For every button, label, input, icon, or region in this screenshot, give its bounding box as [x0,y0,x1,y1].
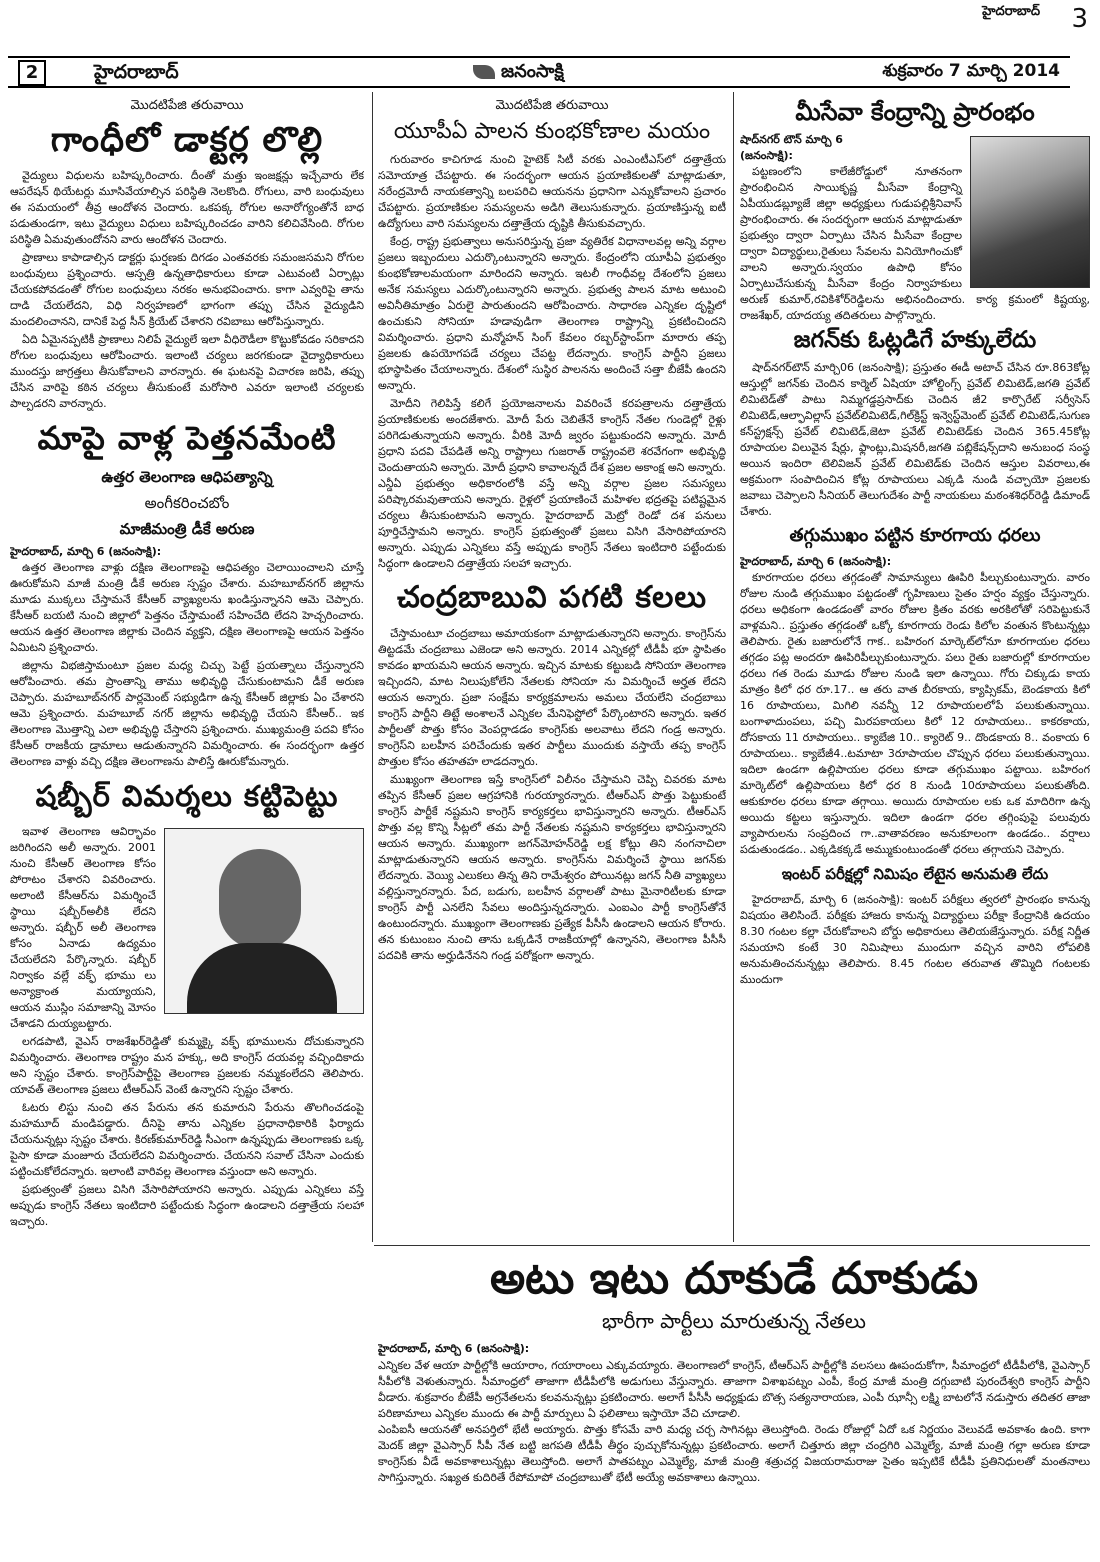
kicker: మొదటిపేజి తరువాయి [495,98,609,113]
paragraph: పట్టణంలోని కాలేజీరోడ్డులో నూతనంగా ప్రారంభించిన సాయికృష్ణ మీసేవా కేంద్రాన్ని ఏపీయుడబ్ల్యూజే జిల్లా అధ్యక్షులు గుడుపల్లిశ్రీనివాస్ ప్రారంభించారు. ఈ సందర్భంగా ఆయన మాట్లాడుతూ ప్రభుత్వం ద్వారా ఏర్పాటు చేసిన మీసేవా కేంద్రాల ద్వారా విద్యార్థులు,రైతులు సేవలను వినియోగించుకో వాలని అన్నారు.స్వయం ఉపాధి కోసం ఏర్పాటుచేసుకున్న మీసేవా కేంద్రం నిర్వాహకులు అరుణ్ కుమార్,రవికిశోర్‌రెడ్డిలను అభినందించారు. కార్య క్రమంలో కిష్టయ్య, రాజశేఖర్, యాదయ్య తదితరులు పాల్గొన్నారు. [740,165,1090,322]
paragraph: చేస్తామంటూ చంద్రబాబు అమాయకంగా మాట్లాడుతున్నారని అన్నారు. కాంగ్రెస్‌ను తిట్టడమే చంద్రబాబు ఎజెండా అని అన్నారు. 2014 ఎన్నికల్లో టీడీపీ భూ స్థాపితం కావడం ఖాయమని ఆయన అన్నారు. ఇచ్చిన మాటకు కట్టుబడి సోనియా తెలంగాణ ఇచ్చిందని, మాట నిలుపుకోలేని నేతలకు సోనియా ను విమర్శించే అర్హత లేదని ఆయన అన్నారు. ప్రజా సంక్షేమ కార్యక్రమాలను అమలు చేయలేని చంద్రబాబు కాంగ్రెస్ పార్టీని తిట్టే అంశాలనే ఎన్నికల మేనిఫెస్టోలో పేర్కొంటారని అన్నారు. ఇతర పార్టీలతో పొత్తు కోసం వెంపర్లాడడం కాంగ్రెస్‌కు అలవాటు లేదని గండ్ర అన్నారు. కాంగ్రెస్‌ని బలహీన పరిచేందుకు ఇతర పార్టీలు ముందుకు వస్తాయే తప్ప కాంగ్రెస్ పొత్తుల కోసం తహతహ లాడదన్నారు. [378,627,726,768]
coat-shape [187,943,337,1014]
paragraph: హైదరాబాద్, మార్చి 6 (జనంసాక్షి): ఇంటర్ పరీక్షలు త్వరలో ప్రారంభం కానున్న విషయం తెలిసిందే. పరీక్షకు హాజరు కానున్న విద్యార్థులు పరీక్షా కేంద్రానికి ఉదయం 8.30 గంటల కల్లా చేరుకోవాలని బోర్డు అధికారులు తెలియజేస్తున్నారు. పరీక్ష నిర్ణీత సమయాని కంటే 30 నిమిషాలు ముందుగా వచ్చిన వారిని లోపలికి అనుమతించనున్నట్లు తెలిపారు. 8.45 గంటల తరువాత తొమ్మిది గంటలకు ముందుగా [740,893,1090,986]
event-photo-icon [970,136,1090,288]
column-divider [733,92,734,1242]
paragraph: ప్రభుత్వంతో ప్రజలు విసిగి వేసారిపోయారని అన్నారు. ఎప్పుడు ఎన్నికలు వస్తే అప్పుడు కాంగ్రెస్ నేతలు ఇంటిదారి పట్టేందుకు సిద్ధంగా ఉండాలని దత్తాత్రేయ సలహా ఇచ్చారు. [10,1183,364,1228]
paragraph: వైద్యులు విధులను బహిష్కరించారు. దీంతో మత్తు ఇంజక్షన్లు ఇచ్చేవారు లేక ఆపరేషన్ థియేటర్లు మూసివేయాల్సిన పరిస్థితి నెలకొంది. రోగులు, వారి బంధువులు ఈ సమయంలో తీవ్ర ఆందోళన చెందారు. ఒకపక్క రోగుల అనారోగ్యంతోనే బాధ పడుతుండగా, ఇటు వైద్యులు విధులు బహిష్కరించడం వారిని కలిచివేసింది. రోగుల పరిస్థితి ఏమవుతుందోనని వారు ఆందోళన చెందారు. [10,169,364,246]
paragraph: జిల్లాను విభజిస్తామంటూ ప్రజల మధ్య చిచ్చు పెట్టే ప్రయత్నాలు చేస్తున్నారని ఆరోపించారు. తమ ప్రాంతాన్ని తాము అభివృద్ధి చేసుకుంటామని డీకే అరుణ చెప్పారు. మహబూబ్‌నగర్ పార్లమెంట్ సభ్యుడిగా ఉన్న కేసీఆర్ జిల్లాకు ఏం చేశారని ఆమె ప్రశ్నించారు. మహబూబ్ నగర్ జిల్లాను అభివృద్ధి చేయని కేసీఆర్.. ఇక తెలంగాణ మొత్తాన్ని ఎలా అభివృద్ధి చేస్తారని ప్రశ్నించారు. ముఖ్యమంత్రి పదవి కోసం కేసీఆర్ రాజకీయ డ్రామాలు ఆడుతున్నారని విమర్శించారు. ఈ సందర్భంగా ఉత్తర తెలంగాణ వాళ్లు వచ్చి దక్షిణ తెలంగాణను పాలిస్తే ఊరుకోమన్నారు. [10,659,364,768]
paragraph: ఓటరు లిస్టు నుంచి తన పేరును తన కుమారుని పేరును తొలగించడంపై మహమూద్ మండిపడ్డారు. దీనిపై తాను ఎన్నికల ప్రధానాధికారికి ఫిర్యాదు చేయనున్నట్లు స్పష్టం చేశారు. కిరణ్‌కుమార్‌రెడ్డి సీఎంగా ఉన్నప్పుడు తెలంగాణకు ఒక్క పైసా కూడా మంజూరు చేయలేదని విమర్శించారు. చేయనని సవాల్ చేసినా ఎందుకు పట్టించుకోలేదన్నారు. ఇలాంటి వారివల్ల తెలంగాణ వస్తుందా అని అన్నారు. [10,1101,364,1178]
section-divider [374,1245,1090,1246]
page-header-city: హైదరాబాద్ [982,4,1040,19]
column-1 [10,96,364,1486]
headline: మీసేవా కేంద్రాన్ని ప్రారంభం [795,98,1035,126]
paragraph: ఎంపిఐసీ ఆయనతో అనపర్తిలో భేటీ అయ్యారు. పొత్తు కోసమే వారి మధ్య చర్చ సాగినట్లు తెలుస్తోంది. రెండు రోజుల్లో ఏదో ఒక నిర్ణయం వెలువడే అవకాశం ఉంది. కాగా మెదక్ జిల్లా వైఎస్సార్ సీపీ నేత బట్టి జగపతి టీడీపీ తీర్థం పుచ్చుకోనున్నట్లు ప్రకటించారు. అలాగే చిత్తూరు జిల్లా చంద్రగిరి ఎమ్మెల్యే, మాజీ మంత్రి గల్లా అరుణ కూడా కాంగ్రెస్‌కు వీడే అవకాశాలున్నట్లు తెలుస్తోంది. అలాగే పాతపట్నం ఎమ్మెల్యే, మాజీ మంత్రి శత్రుచర్ల విజయరామరాజు సైతం ఇప్పటికే టీడీపీ ప్రతినిధులతో మంతనాలు సాగిస్తున్నారు. సఖ్యత కుదిరితే రేపోమాపో చంద్రబాబుతో భేటీ అయ్యే అవకాశాలు ఉన్నాయి. [378,1423,1090,1484]
masthead-city: హైదరాబాద్ [94,61,179,83]
headline: చంద్రబాబువి పగటి కలలు [396,580,707,615]
paragraph: ముఖ్యంగా తెలంగాణ ఇస్తే కాంగ్రెస్‌లో విలీనం చేస్తామని చెప్పి చివరకు మాట తప్పిన కేసీఆర్ ప్రజల ఆగ్రహానికి గురయ్యారన్నారు. టీఆర్ఎస్ పొత్తు పెట్టుకుంటే కాంగ్రెస్ పార్టీకే నష్టమని కాంగ్రెస్ కార్యకర్తలు భావిస్తున్నారని అన్నారు. టీఆర్ఎస్ పొత్తు వల్ల కొన్ని సీట్లలో తమ పార్టీ నేతలకు నష్టమని కార్యకర్తలు భావిస్తున్నారని ఆయన అన్నారు. ముఖ్యంగా జగన్‌మోహన్‌రెడ్డి లక్ష కోట్లు తిని నంగనాచిలా మాట్లాడుతున్నారని ఆయన అన్నారు. కాంగ్రెస్‌ను విమర్శించే స్థాయి జగన్‌కు లేదన్నారు. వెయ్యి ఎలుకలు తిన్న తిని రామేశ్వరం పోయినట్లు జగన్ నీతి వ్యాఖ్యలు వల్లిస్తున్నారన్నారు. పేద, బడుగు, బలహీన వర్గాలతో పాటు మైనారిటీలకు కూడా కాంగ్రెస్ పార్టీ ఎనలేని సేవలు అందిస్తున్నదన్నారు. ఎంఐఎం పార్టీ కాంగ్రెస్‌తోనే ఉంటుందన్నారు. ముఖ్యంగా తెలంగాణకు ప్రత్యేక పీసీసీ ఉండాలని ఆయన కోరారు. తన కుటుంబం నుంచి తాను ఒక్కడినే రాజకీయాల్లో ఉన్నానని, తెలంగాణ పీసీసీ పదవికి తాను అర్హుడినేనని గండ్ర పరోక్షంగా అన్నారు. [378,773,726,962]
masthead-logo [473,61,564,86]
subheadline: మాజీమంత్రి డీకే అరుణ [119,520,255,538]
masthead-page-number: 2 [18,60,46,86]
dateline: (జనంసాక్షి): [740,149,793,162]
face-shape [219,849,301,949]
paragraph: మోదీని గెలిపిస్తే కలిగే ప్రయోజనాలను వివరించే కరపత్రాలను దత్తాత్రేయ ప్రయాణికులకు అందజేశారు. మోదీ పేరు చెబితేనే కాంగ్రెస్ నేతల గుండెల్లో రైళ్లు పరిగెడుతున్నాయని అన్నారు. వీరికి మోదీ జ్వరం పట్టుకుందని అన్నారు. మోదీ ప్రధాని పదవి చేపడితే అన్ని రాష్ట్రాలు గుజరాత్ రాష్ట్రంవలె శరవేగంగా అభివృద్ధి చెందుతాయని అన్నారు. మోదీ ప్రధాని కావాలన్నదే దేశ ప్రజల అకాంక్ష అని అన్నారు. ఎన్డీఏ ప్రభుత్వం అధికారంలోకి వస్తే అన్ని వర్గాల ప్రజల సమస్యలు పరిష్కారమవుతాయని అన్నారు. రైళ్లలో ప్రయాణించే మహిళల భద్రతపై పటిష్టమైన చర్యలు తీసుకుంటామని అన్నారు. హైదరాబాద్ మెట్రో రెండో దశ పనులు పూర్తిచేస్తామని అన్నారు. కాంగ్రెస్ ప్రభుత్వంతో ప్రజలు విసిగి వేసారిపోయారని అన్నారు. ఎప్పుడు ఎన్నికలు వస్తే అప్పుడు కాంగ్రెస్ నేతలు ఇంటిదారి పట్టేందుకు సిద్ధంగా ఉండాలని దత్తాత్రేయ సలహా ఇచ్చారు. [378,397,726,570]
column-3 [740,96,1090,1246]
paragraph: లగడపాటి, వైఎస్ రాజశేఖర్‌రెడ్డితో కుమ్మక్కై వక్ఫ్ భూములను దోచుకున్నారని విమర్శించారు. తెలంగాణ రాష్ట్రం మన హక్కు, అది కాంగ్రెస్ దయవల్ల వచ్చిందికాదు అని స్పష్టం చేశారు. కాంగ్రెస్‌పార్టీపై తెలంగాణ ప్రజలకు నమ్మకంలేదని తెలిపారు. యావత్ తెలంగాణ ప్రజలు టీఆర్ఎస్ వెంటే ఉన్నారని స్పష్టం చేశారు. [10,1035,364,1096]
paragraph: ఏది ఏమైనప్పటికీ ప్రాణాలు నిలిపే వైద్యులే ఇలా వీధిరౌడీలా కొట్టుకోవడం సరికాదని రోగుల బంధువులు ఆరోపించారు. ఇలాంటి చర్యలు జరగకుండా వైద్యాధికారులు ముందస్తు జాగ్రత్తలు తీసుకోవాలని వారన్నారు. ఈ ఘటనపై విచారణ జరిపి, తప్పు చేసిన వారిపై కఠిన చర్యలు తీసుకుంటే మరోసారి ఎవరూ ఇలాంటి చర్యలకు పాల్పడరని వారన్నారు. [10,333,364,410]
paper-name: జనంసాక్షి [501,61,564,82]
page-header-number: 3 [1071,4,1088,34]
headline: తగ్గుముఖం పట్టిన కూరగాయ ధరలు [789,525,1041,546]
headline: జగన్‌కు ఓట్లడిగే హక్కులేదు [793,327,1037,353]
paragraph: కేంద్ర, రాష్ట్ర ప్రభుత్వాలు అనుసరిస్తున్న ప్రజా వ్యతిరేక విధానాలవల్ల అన్ని వర్గాల ప్రజలు ఇబ్బందులు ఎదుర్కొంటున్నారని అన్నారు. కేంద్రంలోని యూపీఏ ప్రభుత్వం కుంభకోణాలమయంగా మారిందని అన్నారు. ఇటలీ గాంధీవల్ల దేశంలోని ప్రజలు అనేక సమస్యలు ఎదుర్కొంటున్నారని అన్నారు. ప్రభుత్వ పాలన మాట అటుంచి అవినీతిమాత్రం ఏరులై పారుతుందని ఆరోపించారు. సాధారణ ఎన్నికల దృష్టిలో ఉంచుకుని సోనియా హడావుడిగా తెలంగాణ రాష్ట్రాన్ని ప్రకటించిందని విమర్శించారు. ప్రధాని మన్మోహన్ సింగ్ కేవలం రబ్బర్‌స్టాంప్‌గా మారారు తప్ప ప్రజలకు ఉపయోగపడే చర్యలు చేపట్ట లేదన్నారు. కాంగ్రెస్ పార్టీని ప్రజలు భూస్థాపితం చేయాలన్నారు. దేశంలో సుస్థిర పాలనను అందించే సత్తా బీజేపీ ఉందని అన్నారు. [378,235,726,392]
bottom-story [378,1252,1090,1552]
paragraph: ఉత్తర తెలంగాణ వాళ్లు దక్షిణ తెలంగాణపై ఆధిపత్యం చెలాయించాలని చూస్తే ఊరుకోమని మాజీ మంత్రి డీకే అరుణ స్పష్టం చేశారు. మహబూబ్‌నగర్ జిల్లాను మూడు ముక్కలు చేస్తామనే కేసీఆర్ వ్యాఖ్యలను ఖండిస్తున్నానని ఆమె చెప్పారు. కేసీఆర్ బయటి నుంచి జిల్లాలో పెత్తనం చేస్తామంటే సహించేది లేదని హెచ్చరించారు. ఆయన ఉత్తర తెలంగాణ జిల్లాకు చెందిన వ్యక్తని, దక్షిణ తెలంగాణపై ఆయన పెత్తనం ఏమిటని ప్రశ్నించారు. [10,561,364,654]
paragraph: గురువారం కాచిగూడ నుంచి హైటెక్ సిటీ వరకు ఎంఎంటీఎస్‌లో దత్తాత్రేయ సమోయాత్ర చేపట్టారు. ఈ సందర్భంగా ఆయన ప్రయాణికులతో మాట్లాడుతూ, నరేంద్రమోదీ నాయకత్వాన్ని బలపరిచి ఆయనను ప్రధానిగా ఎన్నుకోవాలని ప్రచారం చేపట్టారు. ప్రయాణికుల సమస్యలను అడిగి తెలుసుకున్నారు. ప్రయాణిస్తున్న ఐటీ ఉద్యోగులు వారి సమస్యలను దత్తాత్రేయ దృష్టికి తీసుకువచ్చారు. [378,153,726,230]
masthead [8,56,1070,88]
column-2 [378,96,726,1246]
paragraph: ఎన్నికల వేళ ఆయా పార్టీల్లోకి ఆయారాం, గయారాంలు ఎక్కువయ్యారు. తెలంగాణలో కాంగ్రెస్, టీఆర్ఎస్ పార్టీల్లోకి వలసలు ఊపందుకోగా, సీమాంధ్రలో టీడీపీలోకి, వైఎస్సార్ సీపీలోకి వెళుతున్నారు. సీమాంధ్రలో తాజాగా టీడీపీలోకి అడుగులు వేస్తున్నారు. తాజాగా విశాఖపట్నం ఎంపీ, కేంద్ర మాజీ మంత్రి దగ్గుబాటి పురందేశ్వరి కాంగ్రెస్ పార్టీని వీడారు. శుక్రవారం బీజేపీ అగ్రనేతలను కలవనున్నట్లు ప్రకటించారు. అలాగే పీసీసీ అధ్యక్షుడు బొత్స సత్యనారాయణ, ఎంపీ ఝాన్సీ లక్ష్మి బాటలోనే నడుస్తారు తదితర తాజా పరిణామాలు ఎన్నికల ముందు ఈ పార్టీ మార్పులు ఏ ఫలితాలు ఇస్తాయో వేచి చూడాలి. [378,1359,1090,1420]
kicker: మొదటిపేజి తరువాయి [130,98,244,113]
masthead-date: శుక్రవారం 7 మార్చి 2014 [882,61,1060,81]
headline: అటు ఇటు దూకుడే దూకుడు [489,1253,979,1304]
leaf-icon [473,65,495,79]
headline: గాంధీలో డాక్టర్ల లొల్లి [50,120,324,160]
headline: ఇంటర్ పరీక్షల్లో నిమిషం లేటైన అనుమతి లేదు [781,865,1049,883]
dateline: షాద్‌నగర్ టౌన్ మార్చి 6 [740,133,843,146]
paragraph: షాద్‌నగర్‌టౌన్ మార్చి06 (జనంసాక్షి); ప్రస్తుతం ఈడీ అటాచ్ చేసిన రూ.863కోట్ల ఆస్తుల్లో జగన్‌కు చెందిన కార్మెల్ ఏషియా హోల్డింగ్స్ ప్రవేట్ లిమిటెడ్,జగతి ప్రవేట్ లిమిటెడ్‌తో పాటు నిమ్మగడ్డప్రసాద్‌కు చెందిన జీ2 కార్పొరేట్ సర్వీసెస్ లిమిటెడ్,ఆల్ఫావిల్లాస్ ప్రవేట్‌లిమిటెడ్,గిల్‌క్రిస్ట్ ఇన్వెస్ట్‌మెంట్ ప్రవేట్ లిమిటెడ్,సుగుణ కన్‌స్ట్రక్షన్స్ ప్రవేట్ లిమిటెడ్,జెటా ప్రవేట్ లిమిటెడ్‌కు చెందిన 365.45కోట్ల రూపాయల విలువైన షేర్లు, ఫ్లాంట్లు,మిషనరీ,జగతి పబ్లికేషన్స్‌దాని అనుబంధ సంస్థ అయిన ఇందిరా టెలివిజన్ ప్రవేట్ లిమిటెడ్‌కు చెందిన ఆస్తుల వివరాలు,ఈ అక్రమంగా సంపాదించిన కోట్ల రూపాయలు ఎక్కడి నుండి వచ్చాయో ప్రజలకు జవాబు చెప్పాలని సీనియర్ తెలుగుదేశం పార్టీ నాయకులు మఠంశశిధర్‌రెడ్డి డిమాండ్ చేశారు. [740,361,1090,518]
headline: మాపై వాళ్ల పెత్తనమేంటి [37,419,337,457]
headline: యూపీఏ పాలన కుంభకోణాల మయం [393,119,711,144]
paragraph: ప్రాణాలు కాపాడాల్సిన డాక్టర్లు ఘర్షణకు దిగడం ఎంతవరకు సమంజసమని రోగుల బంధువులు ప్రశ్నించారు. ఆస్పత్రి ఉన్నతాధికారులు కూడా ఎటువంటి ఏర్పాట్లు చేయకపోవడంతో రోగుల బంధువులు నరకం అనుభవించారు. కాగా ఎవ్వరిపై తాను దాడి చేయలేదని, విధి నిర్వహణలో భాగంగా తప్పు చేసిన వైద్యుడిని మందలించానని, దానికే పెద్ద సీన్ క్రియేట్ చేశారని రవిబాబు ఆరోపిస్తున్నారు. [10,251,364,328]
dateline: హైదరాబాద్, మార్చి 6 (జనంసాక్షి): [10,545,162,558]
dateline: హైదరాబాద్, మార్చి 6 (జనంసాక్షి): [740,555,892,568]
subheadline: ఉత్తర తెలంగాణ ఆధిపత్యాన్ని [101,468,273,486]
subheadline: అంగీకరించబోం [144,494,230,512]
paragraph: ఇవాళ తెలంగాణ ఆవిర్భావం జరిగిందని అలీ అన్నారు. 2001 నుంచి కేసీఆర్ తెలంగాణ కోసం పోరాటం చేశారని వివరించారు. అలాంటి కేసీఆర్‌ను విమర్శించే స్థాయి షబ్బీర్‌అలీకి లేదని అన్నారు. షబ్బీర్ అలీ తెలంగాణ కోసం ఏనాడు ఉద్యమం చేయలేదని పేర్కొన్నారు. షబ్బీర్ నిర్వాకం వల్లే వక్ఫ్ భూము లు అన్యాక్రాంత మయ్యాయని, ఆయన ముస్లిం సమాజాన్ని మోసం చేశాడని దుయ్యబట్టారు. [10,825,156,1030]
portrait-photo-icon [164,828,364,1014]
headline: షబ్బీర్ విమర్శలు కట్టిపెట్టు [35,779,339,813]
paragraph: కూరగాయల ధరలు తగ్గడంతో సామాన్యులు ఊపిరి పీల్చుకుంటున్నారు. వారం రోజుల నుండి తగ్గుముఖం పట్టడంతో గృహిణులు సైతం హర్షం వ్యక్తం చేస్తున్నారు. ధరలు అధికంగా ఉండడంతో వారం రోజుల క్రితం వరకు అరకిలోతో సరిపెట్టుకునే వాళ్లమని.. ప్రస్తుతం తగ్గడంతో ఒక్కో కూరగాయ రెండు కిలోల వంతున కొంటున్నట్లు తెలిపారు. రైతు బజారులోనే గాక.. బహిరంగ మార్కెట్‌లోనూ కూరగాయల ధరలు తగ్గడం పట్ల అందరూ ఊపిరిపీల్చుకుంటున్నారు. పలు రైతు బజారుల్లో కూరగాయల ధరలు గత రెండు మూడు రోజుల నుండి ఇలా ఉన్నాయి. గోరు చిక్కుడు కాయ మాత్రం కిలో ధర రూ.17.. ఆ తరు వాత బీరకాయ, క్యాప్సికమ్, బెండకాయ కిలో 16 రూపాయలు, మిగిలి నవన్నీ 12 రూపాయలలోపే పలుకుతున్నాయి. బంగాళాదుంపలు, పచ్చి మిరపకాయలు కిలో 12 రూపాయలు.. కాకరకాయ, దోసకాయ 11 రూపాయలు.. క్యాబేజి 10.. క్యారెట్ 9.. దొండకాయ 8.. వంకాయ 6 రూపాయలు.. క్యాబేజీ4..టమాటా 3రూపాయల చొప్పున ధరలు పలుకుతున్నాయి. ఇదిలా ఉండగా ఉల్లిపాయల ధరలు కూడా తగ్గుముఖం పట్టాయి. బహిరంగ మార్కెట్‌లో ఉల్లిపాయలు కిలో ధర 8 నుండి 10రూపాయలు పలుకుతోంది. ఆకుకూరల ధరలు కూడా తగ్గాయి. అయిదు రూపాయల లకు ఒక మాదిరిగా ఉన్న అయిదు కట్టలు ఇస్తున్నారు. ఇదిలా ఉండగా ధరల తగ్గింపుపై పలువురు వ్యాపారులను సంప్రదించ గా..వాతావరణం అనుకూలంగా ఉండడం.. వర్షాలు పడుతుండడం.. ఎక్కడికక్కడే అమ్ముకుంటుండంతో ధరలు తగ్గాయని చెప్పారు. [740,571,1090,856]
subheadline: భారీగా పార్టీలు మారుతున్న నేతలు [602,1309,866,1333]
dateline: హైదరాబాద్, మార్చి 6 (జనంసాక్షి): [378,1342,530,1355]
column-divider [372,92,373,1242]
